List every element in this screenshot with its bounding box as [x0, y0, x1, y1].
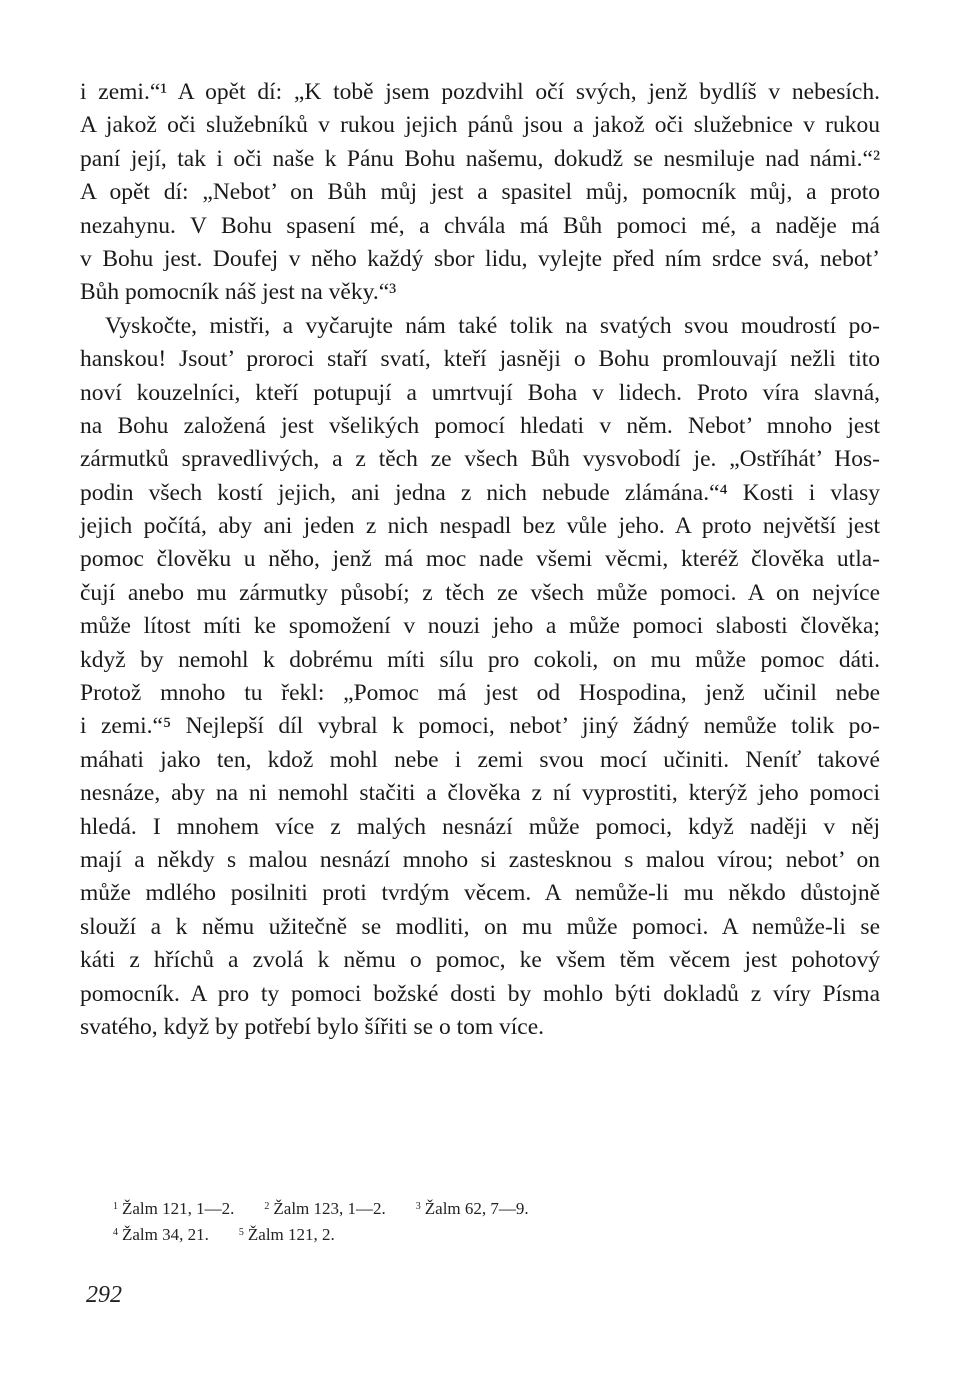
- text-line: i zemi.“⁵ Nejlepší díl vybral k pomoci, nebot’ jiný žádný nemůže tolik po-: [80, 713, 880, 740]
- footnote-text: Žalm 121, 2.: [247, 1225, 335, 1244]
- text-line: Protož mnoho tu řekl: „Pomoc má jest od Hospodina, jenž učinil nebe: [80, 680, 880, 707]
- body-text: [80, 76, 880, 1044]
- footnote-row: [113, 1195, 713, 1221]
- text-line: pomocník. A pro ty pomoci božské dosti by mohlo býti dokladů z víry Písma: [80, 980, 880, 1007]
- footnote-text: Žalm 121, 1—2.: [122, 1199, 235, 1218]
- text-line: zármutků spravedlivých, a z těch ze všech Bůh vysvobodí je. „Ostříhát’ Hos-: [80, 446, 880, 473]
- text-line: nezahynu. V Bohu spasení mé, a chvála má Bůh pomoci mé, a naděje má: [80, 212, 880, 239]
- text-line: může lítost míti ke spomožení v nouzi jeho a může pomoci slabosti člověka;: [80, 613, 880, 640]
- text-line: může mdlého posilniti proti tvrdým věcem. A nemůže-li mu někdo důstojně: [80, 880, 880, 907]
- text-line: podin všech kostí jejich, ani jedna z nich nebude zlámána.“⁴ Kosti i vlasy: [80, 479, 880, 506]
- footnote-mark: 1: [113, 1201, 118, 1212]
- footnote: [113, 1221, 209, 1247]
- text-line: v Bohu jest. Doufej v něho každý sbor lidu, vylejte před ním srdce svá, nebot’: [80, 245, 880, 272]
- footnote-mark: 3: [415, 1201, 421, 1212]
- text-line: na Bohu založená jest všelikých pomocí hledati v něm. Nebot’ mnoho jest: [80, 412, 880, 439]
- footnote-text: Žalm 34, 21.: [122, 1225, 209, 1244]
- footnote-row: [113, 1221, 713, 1247]
- text-line: svatého, když by potřebí bylo šířiti se o tom více.: [80, 1013, 545, 1040]
- footnote: [113, 1195, 234, 1221]
- text-line: slouží a k němu užitečně se modliti, on mu může pomoci. A nemůže-li se: [80, 913, 880, 940]
- text-line: noví kouzelníci, kteří potupují a umrtvují Boha v lidech. Proto víra slavná,: [80, 379, 880, 406]
- footnote: [239, 1221, 335, 1247]
- text-line: mají a někdy s malou nesnází mnoho si zastesknou s malou vírou; nebot’ on: [80, 846, 880, 873]
- footnote-text: Žalm 62, 7—9.: [424, 1199, 529, 1218]
- footnote-mark: 4: [113, 1227, 118, 1238]
- footnote: [264, 1195, 385, 1221]
- text-line: Vyskočte, mistři, a vyčarujte nám také tolik na svatých svou moudrostí po-: [105, 312, 880, 339]
- text-line: káti z hříchů a zvolá k němu o pomoc, ke všem těm věcem jest pohotový: [80, 947, 880, 974]
- text-line: hledá. I mnohem více z malých nesnází může pomoci, když naději v něj: [80, 813, 880, 840]
- footnotes: [113, 1195, 713, 1247]
- text-line: paní její, tak i oči naše k Pánu Bohu našemu, dokudž se nesmiluje nad námi.“²: [80, 145, 880, 172]
- text-line: čují anebo mu zármutky působí; z těch ze všech může pomoci. A on nejvíce: [80, 579, 880, 606]
- text-line: A opět dí: „Nebot’ on Bůh můj jest a spasitel můj, pomocník můj, a proto: [80, 179, 880, 206]
- text-line: máhati jako ten, kdož mohl nebe i zemi svou mocí učiniti. Neníť takové: [80, 746, 880, 773]
- text-line: A jakož oči služebníků v rukou jejich pánů jsou a jakož oči služebnice v rukou: [80, 112, 880, 139]
- text-line: Bůh pomocník náš jest na věky.“³: [80, 279, 397, 306]
- text-line: hanskou! Jsout’ proroci staří svatí, kteří jasněji o Bohu promlouvají nežli tito: [80, 346, 880, 373]
- text-line: pomoc člověku u něho, jenž má moc nade všemi věcmi, kteréž člověka utla-: [80, 546, 880, 573]
- text-line: nesnáze, aby na ni nemohl stačiti a člověka z ní vyprostiti, kterýž jeho pomoci: [80, 780, 880, 807]
- footnote-mark: 5: [238, 1227, 244, 1238]
- footnote-text: Žalm 123, 1—2.: [273, 1199, 386, 1218]
- footnote-mark: 2: [264, 1201, 270, 1212]
- footnote: [416, 1195, 529, 1221]
- text-line: i zemi.“¹ A opět dí: „K tobě jsem pozdvihl očí svých, jenž bydlíš v nebesích.: [80, 79, 880, 105]
- text-line: jejich počítá, aby ani jeden z nich nespadl bez vůle jeho. A proto největší jest: [80, 513, 880, 540]
- text-line: když by nemohl k dobrému míti sílu pro cokoli, on mu může pomoc dáti.: [80, 646, 880, 673]
- page-number: 292: [86, 1282, 122, 1308]
